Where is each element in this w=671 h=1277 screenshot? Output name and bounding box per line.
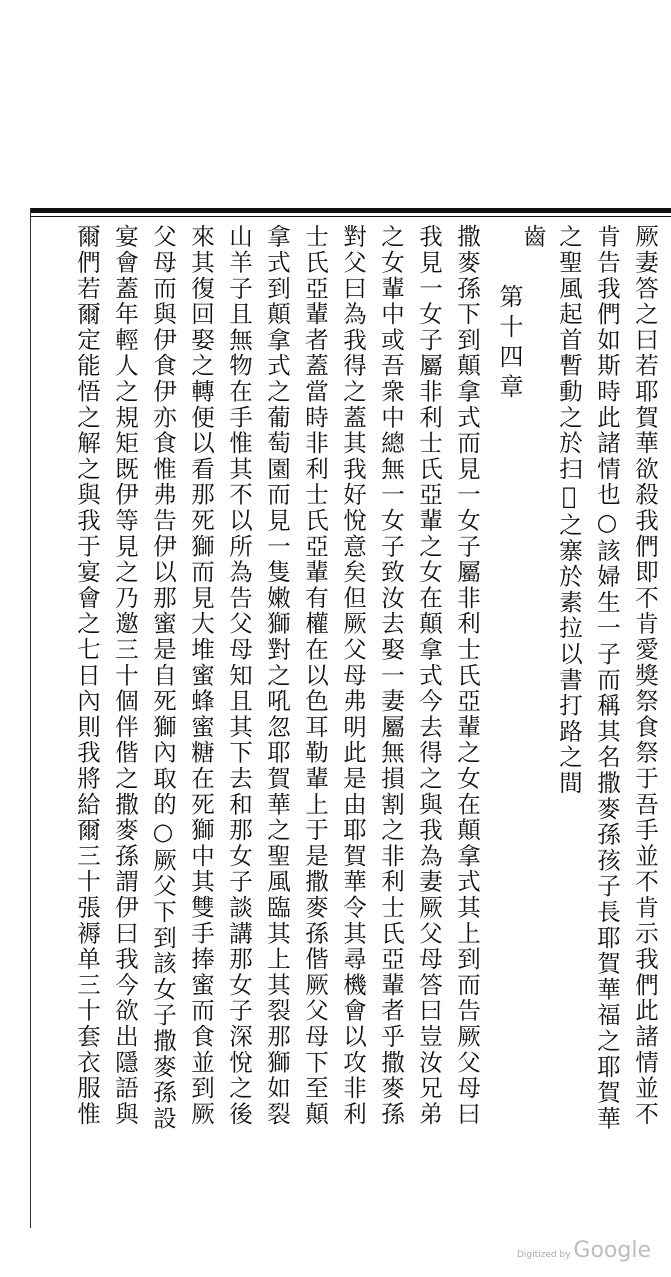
text-column-10: 士氏亞輩者蓋當時非利士氏亞輩有權在以色耳勒輩上于是撒麥孫偕厥父母下至顛	[301, 224, 329, 1127]
chapter-heading: 第十四章	[495, 224, 523, 404]
text-column-14: 父母而與伊食伊亦食惟弗告伊以那蜜是自死獅內取的○厥父下到該女子撒麥孫設	[149, 224, 177, 1132]
text-column-2: 肯告我們如斯時此諸情也○該婦生一子而稱其名撒麥孫孩子長耶賀華福之耶賀華	[593, 224, 621, 1132]
top-border-inner-rule	[30, 216, 671, 217]
text-column-7: 我見一女子屬非利士氏亞輩之女在顛拿式今去得之與我為妻厥父母答曰豈汝兄弟	[415, 224, 443, 1127]
text-column-9: 對父曰為我得之蓋其我好悅意矣但厥父母弗明此是由耶賀華令其尋機會以攻非利	[339, 224, 367, 1127]
text-column-4: 齒	[519, 224, 547, 250]
text-column-13: 來其復回娶之轉便以看那死獅而見大堆蜜蜂蜜糖在死獅中其雙手捧蜜而食並到厥	[187, 224, 215, 1127]
text-column-1: 厥妻答之曰若耶賀華欲殺我們即不肯愛獎祭食祭于吾手並不肯示我們此諸情並不	[631, 224, 659, 1127]
top-border-rule	[30, 208, 671, 213]
text-column-16: 爾們若爾定能悟之解之與我于宴會之七日內則我將給爾三十張褥单三十套衣服惟	[73, 224, 101, 1127]
digitized-watermark	[517, 1238, 651, 1263]
text-column-15: 宴會蓋年輕人之規矩既伊等見之乃邀三十個伴偕之撒麥孫謂伊曰我今欲出隱語與	[111, 224, 139, 1127]
google-logo: Google	[573, 1238, 651, 1263]
text-column-6: 撒麥孫下到顛拿式而見一女子屬非利士氏亞輩之女在顛拿式其上到而告厥父母曰	[453, 224, 481, 1127]
text-column-8: 之女輩中或吾衆中總無一女子致汝去娶一妻屬無損割之非利士氏亞輩者乎撒麥孫	[377, 224, 405, 1127]
left-border-rule	[30, 208, 31, 1228]
text-column-3: 之聖風起首暫動之於扫𡘜之寨於素拉以書打路之間	[555, 224, 583, 797]
text-column-11: 拿式到顛拿式之葡萄園而見一隻嫩獅對之吼忽耶賀華之聖風臨其上其裂那獅如裂	[263, 224, 291, 1127]
text-column-12: 山羊子且無物在手惟其不以所為告父母知且其下去和那女子談講那女子深悅之後	[225, 224, 253, 1127]
watermark-prefix: Digitized by	[516, 1250, 571, 1260]
